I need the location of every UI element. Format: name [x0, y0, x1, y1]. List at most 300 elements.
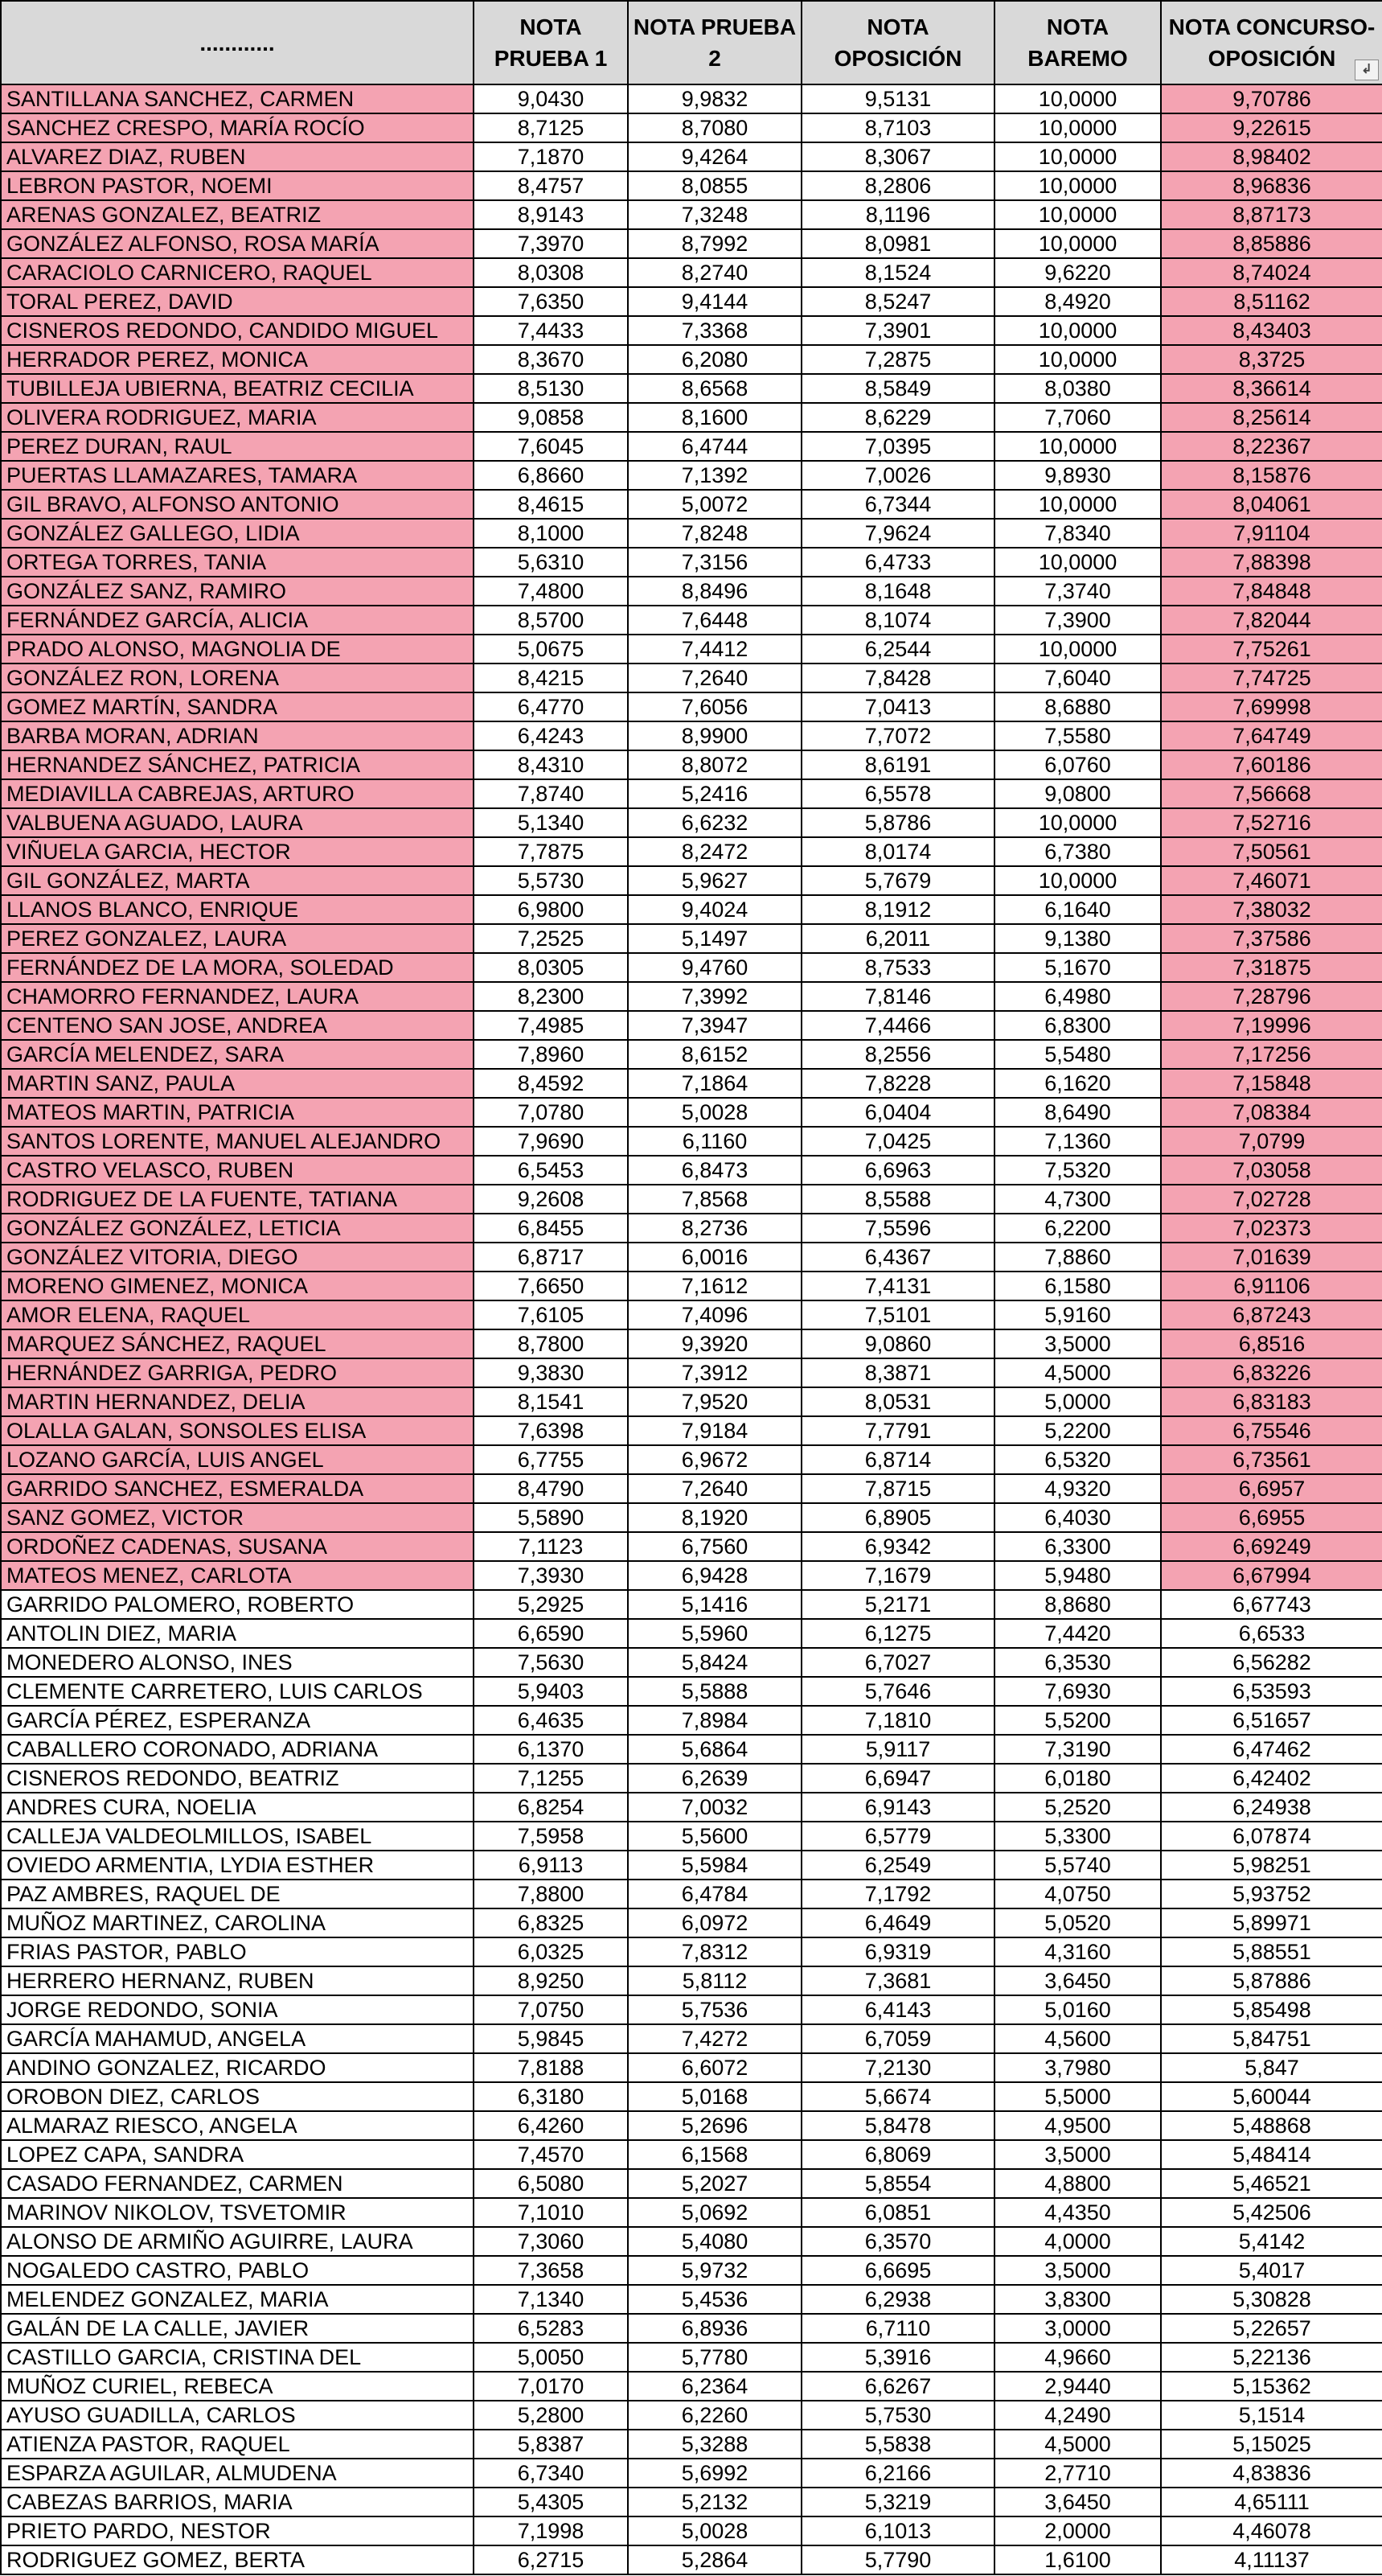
cell-baremo[interactable]: 10,0000	[994, 808, 1161, 837]
cell-oposicion[interactable]: 6,6267	[802, 2372, 994, 2401]
cell-prueba1[interactable]: 6,7340	[474, 2459, 628, 2488]
cell-baremo[interactable]: 8,6880	[994, 692, 1161, 721]
cell-prueba2[interactable]: 7,8568	[628, 1185, 802, 1214]
header-concurso[interactable]	[1161, 1, 1382, 84]
cell-prueba1[interactable]: 7,7875	[474, 837, 628, 866]
cell-prueba1[interactable]: 6,1370	[474, 1735, 628, 1764]
cell-baremo[interactable]: 4,2490	[994, 2401, 1161, 2430]
cell-concurso[interactable]: 8,74024	[1161, 258, 1382, 287]
cell-baremo[interactable]: 6,5320	[994, 1445, 1161, 1474]
cell-concurso[interactable]: 6,07874	[1161, 1822, 1382, 1851]
cell-prueba2[interactable]: 9,9832	[628, 84, 802, 113]
cell-concurso[interactable]: 7,88398	[1161, 548, 1382, 577]
cell-oposicion[interactable]: 9,5131	[802, 84, 994, 113]
cell-name[interactable]: HERRADOR PEREZ, MONICA	[1, 345, 474, 374]
cell-prueba1[interactable]: 7,6105	[474, 1300, 628, 1329]
cell-oposicion[interactable]: 6,8714	[802, 1445, 994, 1474]
cell-baremo[interactable]: 7,3740	[994, 577, 1161, 606]
cell-oposicion[interactable]: 6,2549	[802, 1851, 994, 1880]
cell-prueba1[interactable]: 7,1340	[474, 2285, 628, 2314]
cell-prueba2[interactable]: 6,2260	[628, 2401, 802, 2430]
cell-name[interactable]: GIL GONZÁLEZ, MARTA	[1, 866, 474, 895]
cell-name[interactable]: CABEZAS BARRIOS, MARIA	[1, 2488, 474, 2516]
cell-baremo[interactable]: 2,7710	[994, 2459, 1161, 2488]
cell-name[interactable]: ANTOLIN DIEZ, MARIA	[1, 1619, 474, 1648]
cell-oposicion[interactable]: 5,8478	[802, 2111, 994, 2140]
sort-descending-icon[interactable]: ↲	[1355, 60, 1379, 80]
cell-baremo[interactable]: 3,5000	[994, 2140, 1161, 2169]
cell-prueba2[interactable]: 5,8112	[628, 1966, 802, 1995]
cell-prueba2[interactable]: 7,8248	[628, 519, 802, 548]
cell-prueba2[interactable]: 6,4784	[628, 1880, 802, 1908]
cell-oposicion[interactable]: 7,0026	[802, 461, 994, 490]
cell-prueba1[interactable]: 5,0050	[474, 2343, 628, 2372]
cell-oposicion[interactable]: 5,7790	[802, 2545, 994, 2574]
cell-prueba1[interactable]: 5,5890	[474, 1503, 628, 1532]
cell-prueba2[interactable]: 8,2740	[628, 258, 802, 287]
cell-concurso[interactable]: 8,87173	[1161, 200, 1382, 229]
cell-baremo[interactable]: 9,8930	[994, 461, 1161, 490]
cell-oposicion[interactable]: 7,8715	[802, 1474, 994, 1503]
cell-concurso[interactable]: 8,43403	[1161, 316, 1382, 345]
cell-name[interactable]: GOMEZ MARTÍN, SANDRA	[1, 692, 474, 721]
cell-name[interactable]: CASTRO VELASCO, RUBEN	[1, 1156, 474, 1185]
cell-baremo[interactable]: 10,0000	[994, 345, 1161, 374]
cell-prueba1[interactable]: 7,4985	[474, 1011, 628, 1040]
cell-baremo[interactable]: 5,0520	[994, 1908, 1161, 1937]
cell-oposicion[interactable]: 7,1679	[802, 1561, 994, 1590]
cell-prueba2[interactable]: 5,5984	[628, 1851, 802, 1880]
cell-prueba1[interactable]: 6,5453	[474, 1156, 628, 1185]
cell-prueba2[interactable]: 5,2416	[628, 779, 802, 808]
cell-oposicion[interactable]: 7,8146	[802, 982, 994, 1011]
cell-baremo[interactable]: 7,8340	[994, 519, 1161, 548]
cell-baremo[interactable]: 3,6450	[994, 1966, 1161, 1995]
cell-oposicion[interactable]: 8,5247	[802, 287, 994, 316]
cell-prueba1[interactable]: 7,8188	[474, 2053, 628, 2082]
cell-baremo[interactable]: 6,4980	[994, 982, 1161, 1011]
cell-prueba2[interactable]: 5,2027	[628, 2169, 802, 2198]
cell-prueba1[interactable]: 7,1998	[474, 2516, 628, 2545]
cell-prueba1[interactable]: 6,8455	[474, 1214, 628, 1243]
cell-prueba2[interactable]: 5,6864	[628, 1735, 802, 1764]
cell-oposicion[interactable]: 8,0174	[802, 837, 994, 866]
cell-name[interactable]: BARBA MORAN, ADRIAN	[1, 721, 474, 750]
cell-oposicion[interactable]: 7,7791	[802, 1416, 994, 1445]
cell-oposicion[interactable]: 5,7646	[802, 1677, 994, 1706]
cell-oposicion[interactable]: 8,0531	[802, 1387, 994, 1416]
cell-concurso[interactable]: 8,25614	[1161, 403, 1382, 432]
cell-baremo[interactable]: 4,8800	[994, 2169, 1161, 2198]
cell-concurso[interactable]: 7,56668	[1161, 779, 1382, 808]
cell-concurso[interactable]: 7,69998	[1161, 692, 1382, 721]
cell-oposicion[interactable]: 8,2556	[802, 1040, 994, 1069]
cell-prueba2[interactable]: 9,4760	[628, 953, 802, 982]
cell-name[interactable]: FERNÁNDEZ GARCÍA, ALICIA	[1, 606, 474, 635]
cell-prueba2[interactable]: 7,3947	[628, 1011, 802, 1040]
cell-prueba2[interactable]: 8,8496	[628, 577, 802, 606]
cell-prueba2[interactable]: 8,6568	[628, 374, 802, 403]
cell-baremo[interactable]: 5,3300	[994, 1822, 1161, 1851]
cell-prueba2[interactable]: 5,7780	[628, 2343, 802, 2372]
cell-prueba2[interactable]: 6,2639	[628, 1764, 802, 1793]
cell-prueba2[interactable]: 5,0692	[628, 2198, 802, 2227]
cell-prueba1[interactable]: 7,2525	[474, 924, 628, 953]
cell-prueba2[interactable]: 5,0168	[628, 2082, 802, 2111]
cell-prueba2[interactable]: 5,4080	[628, 2227, 802, 2256]
cell-baremo[interactable]: 5,2520	[994, 1793, 1161, 1822]
cell-prueba1[interactable]: 8,4310	[474, 750, 628, 779]
cell-name[interactable]: HERRERO HERNANZ, RUBEN	[1, 1966, 474, 1995]
cell-prueba2[interactable]: 9,4144	[628, 287, 802, 316]
cell-baremo[interactable]: 8,6490	[994, 1098, 1161, 1127]
cell-name[interactable]: GONZÁLEZ ALFONSO, ROSA MARÍA	[1, 229, 474, 258]
cell-concurso[interactable]: 8,98402	[1161, 142, 1382, 171]
cell-oposicion[interactable]: 7,1810	[802, 1706, 994, 1735]
cell-oposicion[interactable]: 6,2544	[802, 635, 994, 664]
cell-oposicion[interactable]: 6,7110	[802, 2314, 994, 2343]
cell-prueba2[interactable]: 5,2864	[628, 2545, 802, 2574]
cell-oposicion[interactable]: 8,6229	[802, 403, 994, 432]
header-prueba1[interactable]: NOTA PRUEBA 1	[474, 1, 628, 84]
cell-name[interactable]: PAZ AMBRES, RAQUEL DE	[1, 1880, 474, 1908]
cell-baremo[interactable]: 9,1380	[994, 924, 1161, 953]
cell-baremo[interactable]: 6,1620	[994, 1069, 1161, 1098]
cell-oposicion[interactable]: 6,9319	[802, 1937, 994, 1966]
cell-baremo[interactable]: 6,2200	[994, 1214, 1161, 1243]
cell-prueba2[interactable]: 6,8936	[628, 2314, 802, 2343]
cell-concurso[interactable]: 7,01639	[1161, 1243, 1382, 1272]
cell-baremo[interactable]: 10,0000	[994, 229, 1161, 258]
cell-prueba2[interactable]: 7,2640	[628, 1474, 802, 1503]
cell-name[interactable]: PRADO ALONSO, MAGNOLIA DE	[1, 635, 474, 664]
cell-baremo[interactable]: 10,0000	[994, 113, 1161, 142]
cell-prueba1[interactable]: 8,4615	[474, 490, 628, 519]
cell-name[interactable]: CHAMORRO FERNANDEZ, LAURA	[1, 982, 474, 1011]
cell-baremo[interactable]: 6,8300	[994, 1011, 1161, 1040]
cell-concurso[interactable]: 9,22615	[1161, 113, 1382, 142]
cell-prueba2[interactable]: 7,4412	[628, 635, 802, 664]
cell-concurso[interactable]: 6,51657	[1161, 1706, 1382, 1735]
cell-prueba2[interactable]: 7,6056	[628, 692, 802, 721]
cell-prueba2[interactable]: 5,2696	[628, 2111, 802, 2140]
cell-oposicion[interactable]: 6,9342	[802, 1532, 994, 1561]
cell-name[interactable]: VIÑUELA GARCIA, HECTOR	[1, 837, 474, 866]
cell-prueba1[interactable]: 5,9845	[474, 2024, 628, 2053]
cell-prueba2[interactable]: 6,1160	[628, 1127, 802, 1156]
cell-prueba1[interactable]: 6,4243	[474, 721, 628, 750]
cell-name[interactable]: CISNEROS REDONDO, CANDIDO MIGUEL	[1, 316, 474, 345]
cell-concurso[interactable]: 5,1514	[1161, 2401, 1382, 2430]
cell-concurso[interactable]: 5,4142	[1161, 2227, 1382, 2256]
cell-prueba1[interactable]: 7,1255	[474, 1764, 628, 1793]
cell-prueba2[interactable]: 5,2132	[628, 2488, 802, 2516]
cell-prueba1[interactable]: 7,6650	[474, 1272, 628, 1300]
cell-concurso[interactable]: 7,82044	[1161, 606, 1382, 635]
cell-concurso[interactable]: 5,87886	[1161, 1966, 1382, 1995]
cell-oposicion[interactable]: 6,1275	[802, 1619, 994, 1648]
cell-oposicion[interactable]: 8,7103	[802, 113, 994, 142]
cell-baremo[interactable]: 5,0000	[994, 1387, 1161, 1416]
cell-oposicion[interactable]: 7,0425	[802, 1127, 994, 1156]
cell-prueba1[interactable]: 7,6398	[474, 1416, 628, 1445]
cell-oposicion[interactable]: 6,1013	[802, 2516, 994, 2545]
cell-name[interactable]: ORTEGA TORRES, TANIA	[1, 548, 474, 577]
cell-prueba2[interactable]: 8,9900	[628, 721, 802, 750]
cell-baremo[interactable]: 9,0800	[994, 779, 1161, 808]
cell-concurso[interactable]: 5,48868	[1161, 2111, 1382, 2140]
header-baremo[interactable]: NOTA BAREMO	[994, 1, 1161, 84]
cell-concurso[interactable]: 7,02728	[1161, 1185, 1382, 1214]
cell-baremo[interactable]: 10,0000	[994, 316, 1161, 345]
cell-prueba1[interactable]: 9,3830	[474, 1358, 628, 1387]
cell-concurso[interactable]: 4,83836	[1161, 2459, 1382, 2488]
cell-prueba1[interactable]: 7,4570	[474, 2140, 628, 2169]
cell-name[interactable]: GARRIDO PALOMERO, ROBERTO	[1, 1590, 474, 1619]
cell-baremo[interactable]: 7,1360	[994, 1127, 1161, 1156]
cell-concurso[interactable]: 5,84751	[1161, 2024, 1382, 2053]
cell-concurso[interactable]: 6,24938	[1161, 1793, 1382, 1822]
cell-prueba1[interactable]: 6,4635	[474, 1706, 628, 1735]
cell-oposicion[interactable]: 8,5588	[802, 1185, 994, 1214]
cell-concurso[interactable]: 8,96836	[1161, 171, 1382, 200]
cell-oposicion[interactable]: 8,0981	[802, 229, 994, 258]
cell-concurso[interactable]: 6,6955	[1161, 1503, 1382, 1532]
cell-name[interactable]: PEREZ GONZALEZ, LAURA	[1, 924, 474, 953]
cell-prueba1[interactable]: 8,2300	[474, 982, 628, 1011]
cell-name[interactable]: FRIAS PASTOR, PABLO	[1, 1937, 474, 1966]
cell-baremo[interactable]: 7,6040	[994, 664, 1161, 692]
cell-baremo[interactable]: 4,5000	[994, 1358, 1161, 1387]
cell-concurso[interactable]: 6,83183	[1161, 1387, 1382, 1416]
cell-prueba2[interactable]: 7,1392	[628, 461, 802, 490]
cell-prueba2[interactable]: 7,4096	[628, 1300, 802, 1329]
cell-oposicion[interactable]: 7,0395	[802, 432, 994, 461]
cell-name[interactable]: PUERTAS LLAMAZARES, TAMARA	[1, 461, 474, 490]
cell-concurso[interactable]: 5,847	[1161, 2053, 1382, 2082]
cell-prueba1[interactable]: 7,4800	[474, 577, 628, 606]
cell-baremo[interactable]: 6,7380	[994, 837, 1161, 866]
cell-name[interactable]: CLEMENTE CARRETERO, LUIS CARLOS	[1, 1677, 474, 1706]
cell-prueba1[interactable]: 8,1000	[474, 519, 628, 548]
cell-concurso[interactable]: 7,31875	[1161, 953, 1382, 982]
cell-prueba2[interactable]: 9,3920	[628, 1329, 802, 1358]
cell-baremo[interactable]: 7,3190	[994, 1735, 1161, 1764]
cell-baremo[interactable]: 3,0000	[994, 2314, 1161, 2343]
cell-prueba1[interactable]: 8,5130	[474, 374, 628, 403]
cell-baremo[interactable]: 3,7980	[994, 2053, 1161, 2082]
cell-baremo[interactable]: 5,0160	[994, 1995, 1161, 2024]
cell-prueba2[interactable]: 6,2080	[628, 345, 802, 374]
cell-baremo[interactable]: 5,5740	[994, 1851, 1161, 1880]
cell-prueba1[interactable]: 7,3970	[474, 229, 628, 258]
cell-concurso[interactable]: 6,73561	[1161, 1445, 1382, 1474]
cell-name[interactable]: SANZ GOMEZ, VICTOR	[1, 1503, 474, 1532]
cell-oposicion[interactable]: 6,8069	[802, 2140, 994, 2169]
cell-oposicion[interactable]: 6,6695	[802, 2256, 994, 2285]
cell-name[interactable]: ANDRES CURA, NOELIA	[1, 1793, 474, 1822]
cell-oposicion[interactable]: 7,0413	[802, 692, 994, 721]
cell-prueba1[interactable]: 7,0750	[474, 1995, 628, 2024]
cell-oposicion[interactable]: 6,6947	[802, 1764, 994, 1793]
cell-name[interactable]: GARCÍA MAHAMUD, ANGELA	[1, 2024, 474, 2053]
cell-prueba2[interactable]: 6,7560	[628, 1532, 802, 1561]
cell-name[interactable]: CISNEROS REDONDO, BEATRIZ	[1, 1764, 474, 1793]
cell-oposicion[interactable]: 6,5779	[802, 1822, 994, 1851]
cell-concurso[interactable]: 7,46071	[1161, 866, 1382, 895]
cell-baremo[interactable]: 3,8300	[994, 2285, 1161, 2314]
cell-concurso[interactable]: 7,38032	[1161, 895, 1382, 924]
cell-prueba1[interactable]: 8,0305	[474, 953, 628, 982]
cell-oposicion[interactable]: 7,5596	[802, 1214, 994, 1243]
cell-name[interactable]: MARQUEZ SÁNCHEZ, RAQUEL	[1, 1329, 474, 1358]
cell-prueba1[interactable]: 8,1541	[474, 1387, 628, 1416]
cell-prueba2[interactable]: 5,5960	[628, 1619, 802, 1648]
cell-prueba1[interactable]: 9,0430	[474, 84, 628, 113]
cell-baremo[interactable]: 5,5000	[994, 2082, 1161, 2111]
cell-oposicion[interactable]: 5,7679	[802, 866, 994, 895]
cell-baremo[interactable]: 1,6100	[994, 2545, 1161, 2574]
cell-baremo[interactable]: 10,0000	[994, 548, 1161, 577]
cell-concurso[interactable]: 5,98251	[1161, 1851, 1382, 1880]
cell-prueba1[interactable]: 7,5958	[474, 1822, 628, 1851]
cell-prueba1[interactable]: 7,8800	[474, 1880, 628, 1908]
cell-name[interactable]: TUBILLEJA UBIERNA, BEATRIZ CECILIA	[1, 374, 474, 403]
cell-prueba1[interactable]: 8,4215	[474, 664, 628, 692]
cell-name[interactable]: RODRIGUEZ GOMEZ, BERTA	[1, 2545, 474, 2574]
cell-name[interactable]: CENTENO SAN JOSE, ANDREA	[1, 1011, 474, 1040]
cell-prueba2[interactable]: 8,1600	[628, 403, 802, 432]
cell-prueba2[interactable]: 5,9732	[628, 2256, 802, 2285]
cell-concurso[interactable]: 6,56282	[1161, 1648, 1382, 1677]
cell-prueba1[interactable]: 5,2925	[474, 1590, 628, 1619]
cell-concurso[interactable]: 7,02373	[1161, 1214, 1382, 1243]
cell-name[interactable]: HERNANDEZ SÁNCHEZ, PATRICIA	[1, 750, 474, 779]
cell-baremo[interactable]: 2,9440	[994, 2372, 1161, 2401]
cell-oposicion[interactable]: 7,4466	[802, 1011, 994, 1040]
cell-baremo[interactable]: 4,3160	[994, 1937, 1161, 1966]
cell-oposicion[interactable]: 9,0860	[802, 1329, 994, 1358]
cell-name[interactable]: CASTILLO GARCIA, CRISTINA DEL	[1, 2343, 474, 2372]
cell-baremo[interactable]: 3,6450	[994, 2488, 1161, 2516]
cell-oposicion[interactable]: 5,6674	[802, 2082, 994, 2111]
cell-name[interactable]: GONZÁLEZ SANZ, RAMIRO	[1, 577, 474, 606]
cell-prueba2[interactable]: 5,1497	[628, 924, 802, 953]
cell-prueba2[interactable]: 5,0028	[628, 1098, 802, 1127]
cell-prueba1[interactable]: 7,3930	[474, 1561, 628, 1590]
cell-oposicion[interactable]: 7,4131	[802, 1272, 994, 1300]
cell-oposicion[interactable]: 8,3067	[802, 142, 994, 171]
cell-name[interactable]: AMOR ELENA, RAQUEL	[1, 1300, 474, 1329]
cell-name[interactable]: ALMARAZ RIESCO, ANGELA	[1, 2111, 474, 2140]
cell-prueba2[interactable]: 5,4536	[628, 2285, 802, 2314]
cell-prueba2[interactable]: 5,6992	[628, 2459, 802, 2488]
cell-name[interactable]: GARCÍA PÉREZ, ESPERANZA	[1, 1706, 474, 1735]
cell-prueba2[interactable]: 8,2472	[628, 837, 802, 866]
cell-concurso[interactable]: 8,15876	[1161, 461, 1382, 490]
cell-prueba1[interactable]: 6,3180	[474, 2082, 628, 2111]
cell-prueba2[interactable]: 8,0855	[628, 171, 802, 200]
cell-concurso[interactable]: 7,03058	[1161, 1156, 1382, 1185]
cell-prueba1[interactable]: 6,8254	[474, 1793, 628, 1822]
cell-prueba1[interactable]: 7,9690	[474, 1127, 628, 1156]
cell-prueba1[interactable]: 5,5730	[474, 866, 628, 895]
cell-concurso[interactable]: 5,30828	[1161, 2285, 1382, 2314]
cell-concurso[interactable]: 7,60186	[1161, 750, 1382, 779]
cell-name[interactable]: OROBON DIEZ, CARLOS	[1, 2082, 474, 2111]
cell-concurso[interactable]: 5,4017	[1161, 2256, 1382, 2285]
cell-baremo[interactable]: 4,9320	[994, 1474, 1161, 1503]
cell-oposicion[interactable]: 8,3871	[802, 1358, 994, 1387]
cell-concurso[interactable]: 4,11137	[1161, 2545, 1382, 2574]
cell-oposicion[interactable]: 8,1912	[802, 895, 994, 924]
cell-prueba2[interactable]: 5,5888	[628, 1677, 802, 1706]
cell-prueba1[interactable]: 7,4433	[474, 316, 628, 345]
cell-oposicion[interactable]: 6,0851	[802, 2198, 994, 2227]
cell-prueba1[interactable]: 7,6350	[474, 287, 628, 316]
cell-prueba1[interactable]: 9,0858	[474, 403, 628, 432]
cell-concurso[interactable]: 7,50561	[1161, 837, 1382, 866]
cell-oposicion[interactable]: 8,1074	[802, 606, 994, 635]
cell-prueba1[interactable]: 6,8660	[474, 461, 628, 490]
cell-oposicion[interactable]: 6,2166	[802, 2459, 994, 2488]
cell-baremo[interactable]: 3,5000	[994, 1329, 1161, 1358]
cell-name[interactable]: PRIETO PARDO, NESTOR	[1, 2516, 474, 2545]
cell-prueba1[interactable]: 8,5700	[474, 606, 628, 635]
cell-prueba1[interactable]: 8,9143	[474, 200, 628, 229]
cell-concurso[interactable]: 5,22136	[1161, 2343, 1382, 2372]
cell-concurso[interactable]: 7,0799	[1161, 1127, 1382, 1156]
cell-prueba1[interactable]: 5,9403	[474, 1677, 628, 1706]
cell-concurso[interactable]: 5,85498	[1161, 1995, 1382, 2024]
cell-oposicion[interactable]: 6,3570	[802, 2227, 994, 2256]
cell-oposicion[interactable]: 6,2011	[802, 924, 994, 953]
cell-oposicion[interactable]: 8,6191	[802, 750, 994, 779]
cell-name[interactable]: MATEOS MARTIN, PATRICIA	[1, 1098, 474, 1127]
cell-prueba2[interactable]: 9,4024	[628, 895, 802, 924]
cell-prueba1[interactable]: 6,6590	[474, 1619, 628, 1648]
cell-name[interactable]: VALBUENA AGUADO, LAURA	[1, 808, 474, 837]
cell-oposicion[interactable]: 7,7072	[802, 721, 994, 750]
cell-concurso[interactable]: 4,46078	[1161, 2516, 1382, 2545]
cell-prueba1[interactable]: 8,7125	[474, 113, 628, 142]
cell-prueba2[interactable]: 7,3248	[628, 200, 802, 229]
cell-name[interactable]: GARCÍA MELENDEZ, SARA	[1, 1040, 474, 1069]
cell-prueba2[interactable]: 5,5600	[628, 1822, 802, 1851]
cell-prueba2[interactable]: 6,4744	[628, 432, 802, 461]
cell-concurso[interactable]: 8,36614	[1161, 374, 1382, 403]
cell-prueba1[interactable]: 6,9113	[474, 1851, 628, 1880]
cell-concurso[interactable]: 5,89971	[1161, 1908, 1382, 1937]
cell-prueba2[interactable]: 6,8473	[628, 1156, 802, 1185]
cell-name[interactable]: MEDIAVILLA CABREJAS, ARTURO	[1, 779, 474, 808]
cell-oposicion[interactable]: 7,1792	[802, 1880, 994, 1908]
cell-prueba1[interactable]: 8,4757	[474, 171, 628, 200]
cell-baremo[interactable]: 7,6930	[994, 1677, 1161, 1706]
cell-oposicion[interactable]: 7,9624	[802, 519, 994, 548]
cell-name[interactable]: LLANOS BLANCO, ENRIQUE	[1, 895, 474, 924]
cell-prueba2[interactable]: 5,0072	[628, 490, 802, 519]
cell-name[interactable]: CABALLERO CORONADO, ADRIANA	[1, 1735, 474, 1764]
cell-oposicion[interactable]: 6,0404	[802, 1098, 994, 1127]
cell-concurso[interactable]: 6,8516	[1161, 1329, 1382, 1358]
cell-baremo[interactable]: 5,2200	[994, 1416, 1161, 1445]
cell-name[interactable]: ESPARZA AGUILAR, ALMUDENA	[1, 2459, 474, 2488]
cell-concurso[interactable]: 5,42506	[1161, 2198, 1382, 2227]
cell-prueba1[interactable]: 7,3658	[474, 2256, 628, 2285]
cell-prueba1[interactable]: 5,2800	[474, 2401, 628, 2430]
cell-baremo[interactable]: 5,9480	[994, 1561, 1161, 1590]
